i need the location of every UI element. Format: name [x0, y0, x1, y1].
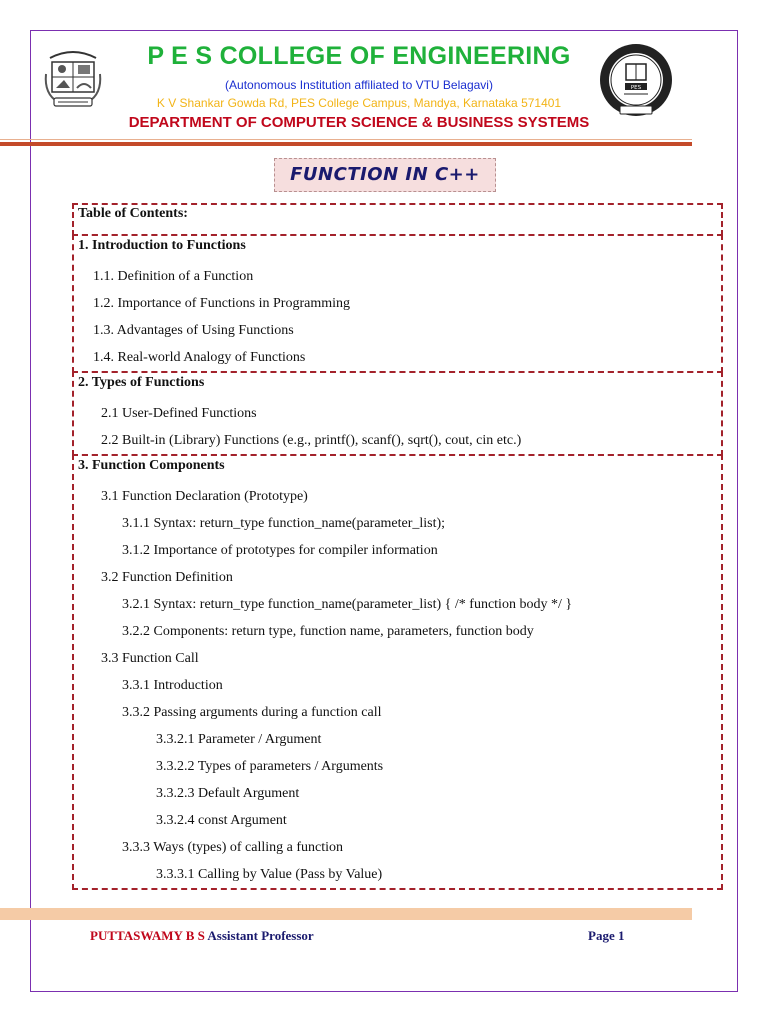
college-name: P E S COLLEGE OF ENGINEERING: [147, 42, 571, 70]
header-divider: [0, 142, 692, 146]
toc-entry: 3.2.1 Syntax: return_type function_name(parameter_list) { /* function body */ }: [122, 597, 573, 612]
toc-heading: Table of Contents:: [78, 206, 188, 221]
college-address: K V Shankar Gowda Rd, PES College Campus, Mandya, Karnataka 571401: [156, 96, 562, 110]
toc-entry: 3.3.3.1 Calling by Value (Pass by Value): [156, 867, 383, 882]
footer-bar: [0, 908, 692, 920]
document-title-box: [274, 158, 496, 192]
section-heading: 2. Types of Functions: [78, 375, 205, 390]
toc-section-3: [72, 454, 723, 890]
affiliation-line: (Autonomous Institution affiliated to VTU Belagavi): [225, 78, 493, 92]
toc-entry: 3.1.2 Importance of prototypes for compiler information: [122, 543, 438, 558]
section-heading: 1. Introduction to Functions: [78, 238, 246, 253]
toc-entry: 3.3 Function Call: [101, 651, 199, 666]
toc-entry: 3.1 Function Declaration (Prototype): [101, 489, 308, 504]
toc-entry: 1.3. Advantages of Using Functions: [93, 323, 294, 338]
college-emblem-icon: [42, 44, 104, 114]
toc-section-2: [72, 371, 723, 456]
header-rule-thin: [0, 139, 692, 140]
toc-entry: 3.2 Function Definition: [101, 570, 233, 585]
toc-entry: 3.3.1 Introduction: [122, 678, 223, 693]
department-name: DEPARTMENT OF COMPUTER SCIENCE & BUSINESS SYSTEMS: [128, 114, 590, 131]
toc-section-1: [72, 234, 723, 373]
document-title: FUNCTION IN C++: [290, 164, 480, 185]
toc-entry: 3.3.2.2 Types of parameters / Arguments: [156, 759, 384, 774]
page-number: Page 1: [588, 928, 625, 943]
toc-entry: 1.2. Importance of Functions in Programming: [93, 296, 351, 311]
toc-entry: 1.4. Real-world Analogy of Functions: [93, 350, 306, 365]
author-name: PUTTASWAMY B S: [90, 928, 205, 943]
author-role: Assistant Professor: [207, 928, 314, 943]
college-seal-icon: [598, 42, 674, 118]
toc-entry: 3.3.2 Passing arguments during a function call: [122, 705, 382, 720]
toc-entry: 3.2.2 Components: return type, function name, parameters, function body: [122, 624, 534, 639]
toc-entry: 2.1 User-Defined Functions: [101, 406, 257, 421]
footer-author: [90, 928, 314, 944]
toc-entry: 3.1.1 Syntax: return_type function_name(parameter_list);: [122, 516, 446, 531]
toc-entry: 3.3.2.3 Default Argument: [156, 786, 300, 801]
toc-entry: 3.3.2.1 Parameter / Argument: [156, 732, 322, 747]
toc-heading-box: [72, 203, 723, 236]
toc-entry: 1.1. Definition of a Function: [93, 269, 254, 284]
table-of-contents: [72, 205, 723, 890]
toc-entry: 3.3.2.4 const Argument: [156, 813, 287, 828]
toc-entry: 2.2 Built-in (Library) Functions (e.g., printf(), scanf(), sqrt(), cout, cin etc.): [101, 433, 522, 448]
section-heading: 3. Function Components: [78, 458, 225, 473]
seal-text: PES: [630, 85, 642, 91]
toc-entry: 3.3.3 Ways (types) of calling a function: [122, 840, 344, 855]
